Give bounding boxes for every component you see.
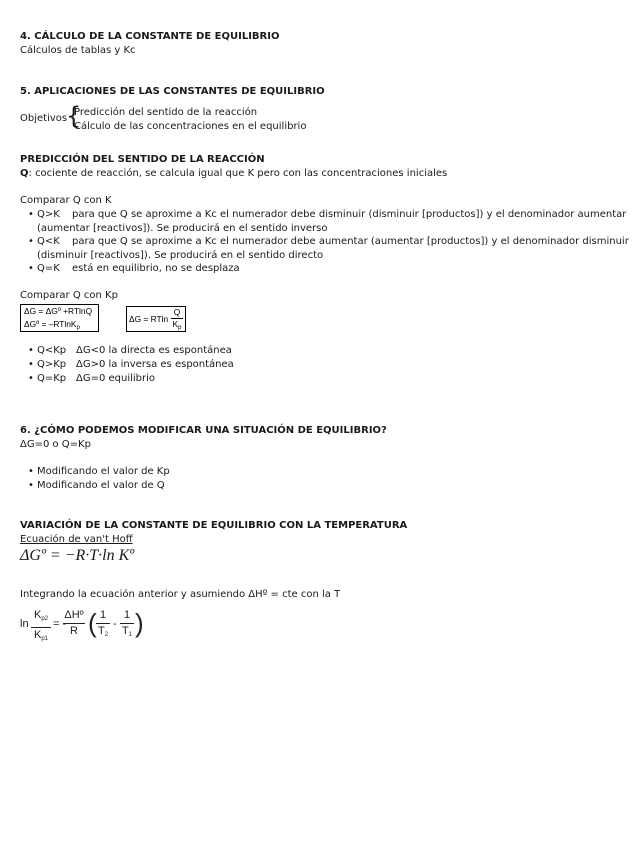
k-item-1-cond: Q>K	[37, 209, 60, 220]
temperature-title: VARIACIÓN DE LA CONSTANTE DE EQUILIBRIO CON LA TEMPERATURA	[20, 520, 408, 531]
compare-q-kp: Comparar Q con Kp	[20, 290, 118, 301]
eq-den: K	[33, 629, 42, 641]
eq-num-sub: p2	[41, 616, 49, 622]
modify-item-2: Modificando el valor de Q	[37, 480, 165, 491]
vanthoff-equation: ΔGº = −R·T·ln Kº	[20, 547, 135, 564]
bullet-icon: •	[28, 209, 34, 220]
formula-box-gibbs	[20, 304, 99, 332]
eq-ln: ln	[20, 618, 29, 630]
eq-t1-sub: 1	[128, 632, 133, 638]
eq-num: K	[33, 609, 42, 621]
integration-text: Integrando la ecuación anterior y asumiendo ΔHº = cte con la T	[20, 589, 341, 600]
bullet-icon: •	[28, 359, 34, 370]
bullet-icon: •	[28, 466, 34, 477]
k-item-3-text: está en equilibrio, no se desplaza	[72, 263, 240, 274]
kp-item-3-cond: Q=Kp	[37, 373, 67, 384]
bullet-icon: •	[28, 236, 34, 247]
formula-dg0	[24, 319, 80, 334]
paren-open-icon: (	[88, 608, 97, 638]
eq-k-fraction	[31, 608, 51, 647]
kp-item-1-cond: Q<Kp	[37, 345, 67, 356]
bullet-icon: •	[28, 480, 34, 491]
objetivos-label: Objetivos	[20, 113, 68, 124]
kp-item-1-text: ΔG<0 la directa es espontánea	[76, 345, 232, 356]
modify-item-1: Modificando el valor de Kp	[37, 466, 170, 477]
kp-item-2-cond: Q>Kp	[37, 359, 67, 370]
vanthoff-label: Ecuación de van't Hoff	[20, 534, 133, 545]
section5-title: 5. APLICACIONES DE LAS CONSTANTES DE EQUILIBRIO	[20, 86, 325, 97]
eq-t2-sub: 2	[104, 632, 109, 638]
eq-t1: T	[121, 625, 129, 637]
eq-dh: ΔHº	[63, 608, 85, 624]
eq-minus: -	[113, 618, 117, 630]
eq-t2-fraction	[96, 608, 110, 643]
kp-item-2-text: ΔG>0 la inversa es espontánea	[76, 359, 234, 370]
objetivo-1: Predicción del sentido de la reacción	[74, 107, 258, 118]
section6-subtitle: ΔG=0 o Q=Kp	[20, 439, 91, 450]
eq-equals: = -	[53, 618, 67, 630]
bullet-icon: •	[28, 263, 34, 274]
k-item-3-cond: Q=K	[37, 263, 60, 274]
section6-title: 6. ¿CÓMO PODEMOS MODIFICAR UNA SITUACIÓN DE EQUILIBRIO?	[20, 425, 387, 436]
q-label: Q	[20, 168, 29, 179]
fraction-num: Q	[171, 307, 183, 319]
formula-dg: ΔG = ΔGº +RTlnQ	[24, 306, 93, 316]
eq-r: R	[70, 625, 78, 637]
formula-box-rtln	[126, 306, 186, 332]
objetivo-2: Cálculo de las concentraciones en el equilibrio	[74, 121, 307, 132]
k-item-2-text: para que Q se aproxime a Kc el numerador debe aumentar (aumentar [productos]) y el denominador disminuir	[72, 236, 629, 247]
formula-rtln-main: ΔG = RTln	[129, 314, 169, 324]
compare-q-k: Comparar Q con K	[20, 195, 112, 206]
k-item-2-cond: Q<K	[37, 236, 60, 247]
k-item-2-text-cont: (disminuir [reactivos]). Se producirá en el sentido directo	[37, 250, 324, 261]
brace-icon: {	[66, 102, 82, 130]
kp-item-3-text: ΔG=0 equilibrio	[76, 373, 156, 384]
k-item-1-text-cont: (aumentar [reactivos]). Se producirá en el sentido inverso	[37, 223, 328, 234]
integrated-equation	[20, 608, 160, 644]
q-definition	[20, 167, 447, 181]
section4-subtitle: Cálculos de tablas y Kc	[20, 45, 136, 56]
fraction-den-sub: p	[178, 325, 182, 331]
eq-t1-fraction	[120, 608, 134, 643]
fraction-den-main: K	[172, 319, 179, 329]
bullet-icon: •	[28, 345, 34, 356]
k-item-1-text: para que Q se aproxime a Kc el numerador debe disminuir (disminuir [productos]) y el denominador aumentar	[72, 209, 627, 220]
section4-title: 4. CÁLCULO DE LA CONSTANTE DE EQUILIBRIO	[20, 31, 280, 42]
eq-dh-fraction	[63, 608, 85, 639]
formula-fraction	[171, 307, 183, 334]
eq-den-sub: p1	[41, 636, 49, 642]
prediction-title: PREDICCIÓN DEL SENTIDO DE LA REACCIÓN	[20, 154, 265, 165]
paren-close-icon: )	[135, 608, 144, 638]
bullet-icon: •	[28, 373, 34, 384]
formula-rtln	[129, 314, 168, 325]
formula-dg0-sub: p	[76, 325, 80, 331]
formula-dg0-main: ΔGº = –RTlnK	[24, 319, 77, 329]
eq-one-b: 1	[120, 608, 134, 624]
eq-one-a: 1	[96, 608, 110, 624]
q-def-text: : cociente de reacción, se calcula igual que K pero con las concentraciones iniciales	[28, 168, 448, 179]
eq-t2: T	[97, 625, 105, 637]
fraction-den	[171, 319, 183, 334]
